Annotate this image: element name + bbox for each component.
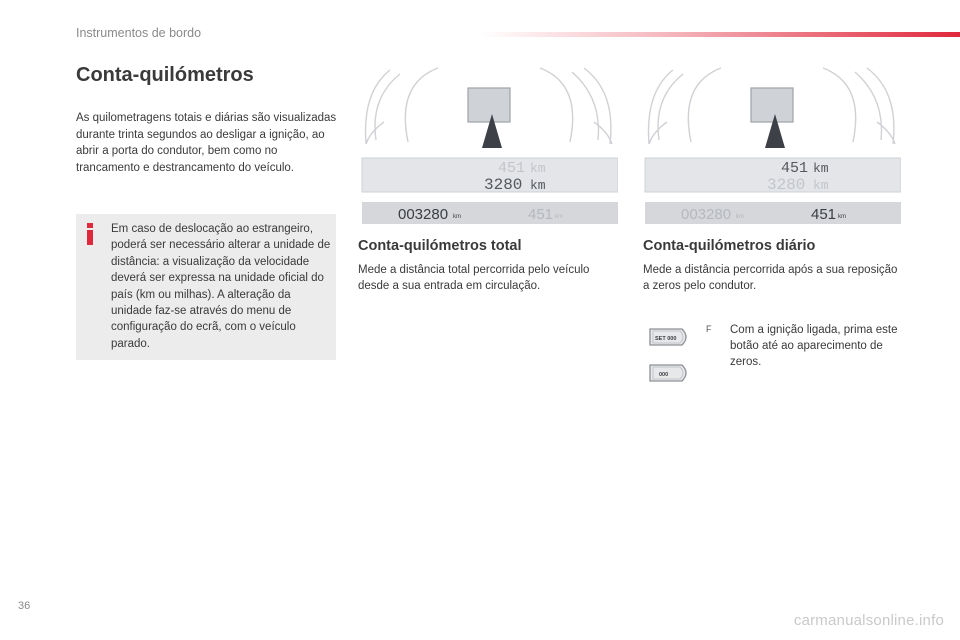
strip-total-value: 003280 bbox=[681, 206, 732, 223]
strip-total-unit: km bbox=[453, 214, 461, 220]
info-note-text: Em caso de deslocação ao estrangeiro, poderá ser necessário alterar a unidade de distância: a visualização da velocidade deverá ser expressa na unidade oficial do país (km ou milhas). A alteração da unidade faz-se através do menu de configuração do ecrã, com o veículo parado. bbox=[111, 223, 331, 350]
instruction-bullet-icon: F bbox=[706, 324, 712, 334]
display-trip-unit: km bbox=[813, 161, 829, 176]
watermark: carmanualsonline.info bbox=[793, 612, 944, 629]
header-section-title: Instrumentos de bordo bbox=[76, 26, 202, 40]
strip-trip-value: 451 bbox=[528, 206, 554, 223]
trip-odometer-description: Mede a distância percorrida após a sua reposição a zeros pelo condutor. bbox=[643, 264, 898, 292]
page-number: 36 bbox=[18, 600, 31, 612]
display-total-unit: km bbox=[813, 178, 829, 193]
reset-000-button-icon bbox=[648, 362, 692, 384]
strip-total-unit: km bbox=[736, 214, 744, 220]
display-total-value: 3280 bbox=[767, 176, 806, 194]
reset-instruction: Com a ignição ligada, prima este botão até ao aparecimento de zeros. bbox=[730, 324, 898, 368]
odometer-total-illustration bbox=[360, 62, 618, 226]
header-accent-bar bbox=[480, 32, 960, 37]
set-000-button-icon bbox=[648, 326, 692, 348]
svg-text:000: 000 bbox=[659, 372, 669, 378]
strip-total-value: 003280 bbox=[398, 206, 449, 223]
page-title: Conta-quilómetros bbox=[76, 64, 254, 86]
strip-trip-unit: km bbox=[838, 214, 846, 220]
display-total-value: 3280 bbox=[484, 176, 523, 194]
display-trip-value: 451 bbox=[498, 160, 526, 177]
odometer-trip-illustration bbox=[643, 62, 901, 226]
info-icon bbox=[85, 223, 95, 245]
display-total-unit: km bbox=[530, 178, 546, 193]
total-odometer-description: Mede a distância total percorrida pelo veículo desde a sua entrada em circulação. bbox=[358, 264, 590, 292]
info-note-box bbox=[76, 214, 336, 360]
intro-paragraph: As quilometragens totais e diárias são visualizadas durante trinta segundos ao desligar a ignição, ao abrir a porta do condutor, bem como no trancamento e destrancamento do veículo. bbox=[76, 112, 337, 174]
total-odometer-title: Conta-quilómetros total bbox=[358, 238, 522, 254]
trip-odometer-title: Conta-quilómetros diário bbox=[643, 238, 816, 254]
strip-trip-value: 451 bbox=[811, 206, 837, 223]
display-trip-unit: km bbox=[530, 161, 546, 176]
display-trip-value: 451 bbox=[781, 160, 809, 177]
svg-text:SET 000: SET 000 bbox=[655, 336, 677, 342]
strip-trip-unit: km bbox=[555, 214, 563, 220]
